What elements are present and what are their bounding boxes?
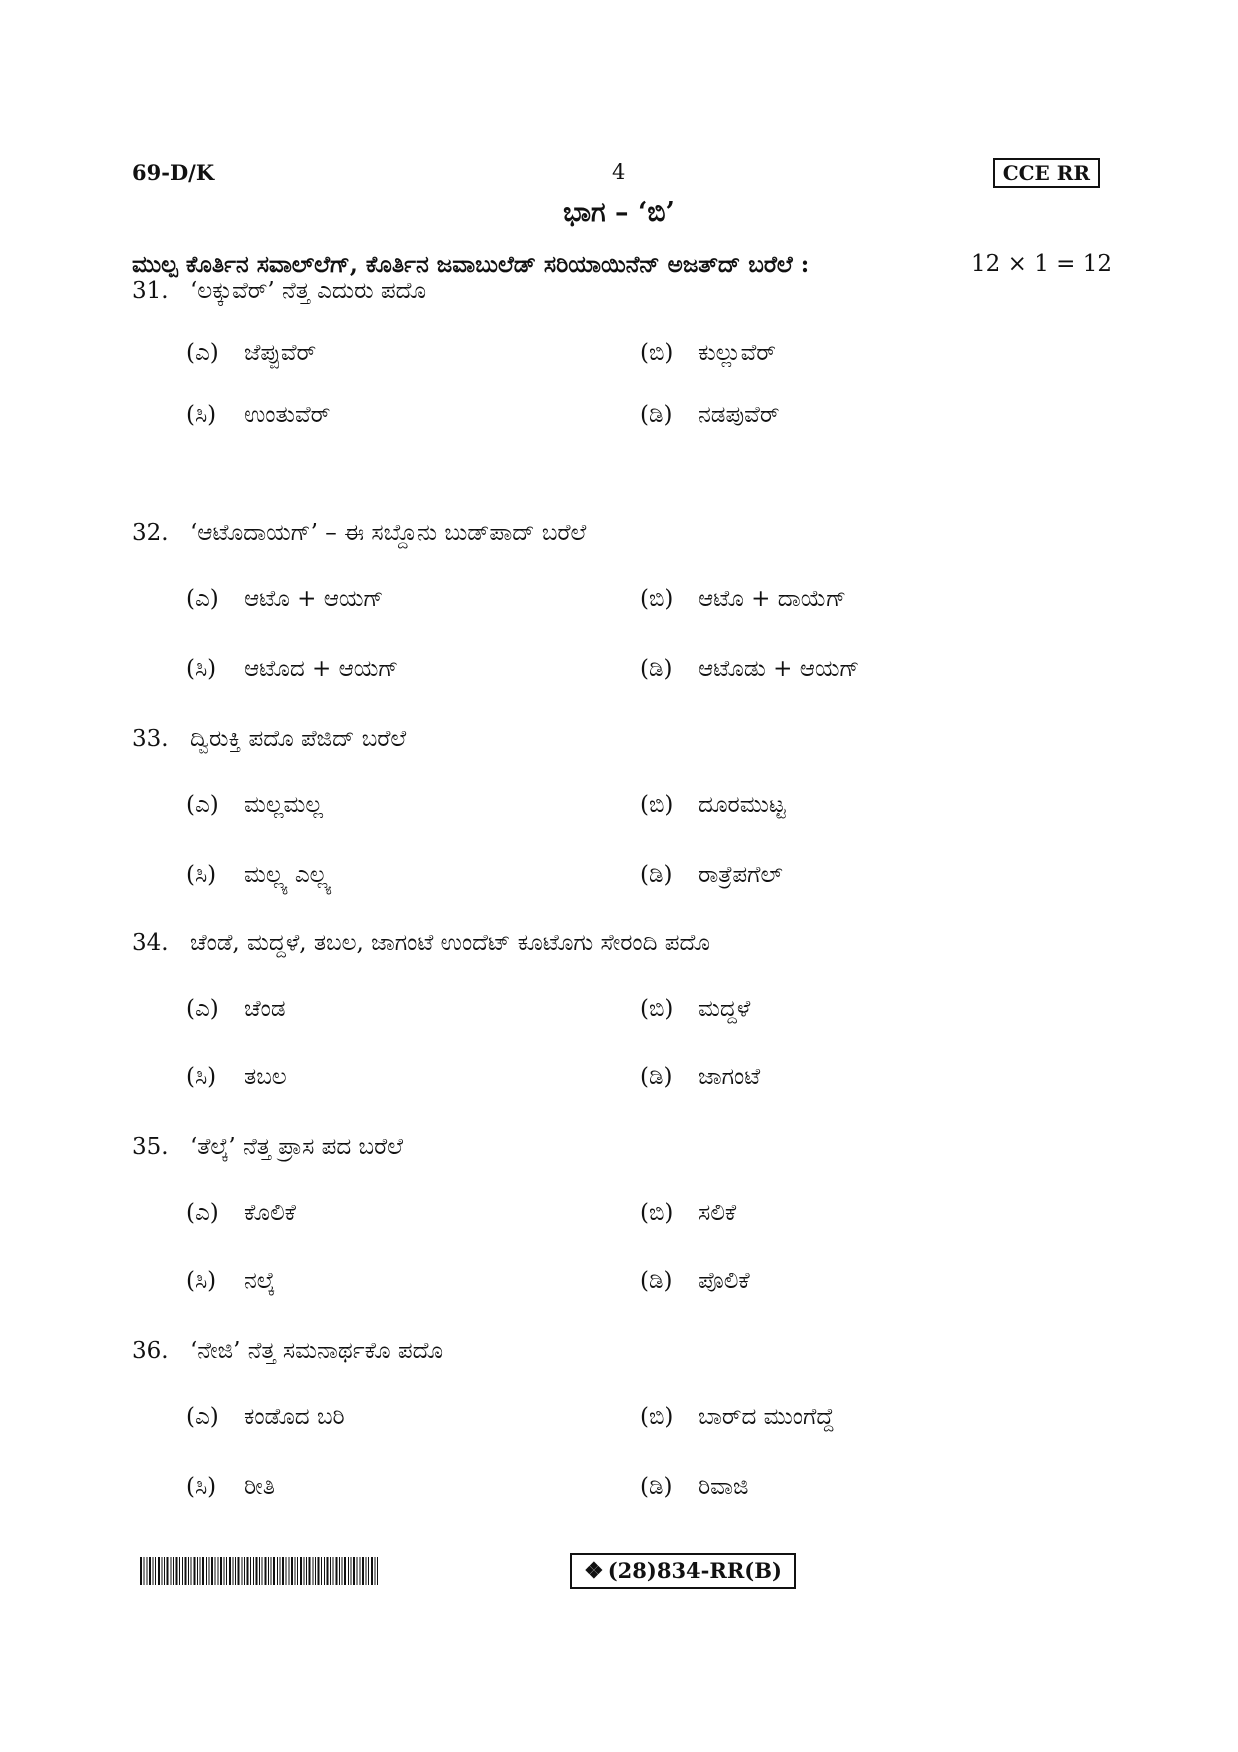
question-number: 35. [132, 1134, 169, 1160]
option-label: (ಸಿ) [186, 402, 217, 428]
question-text: ‘ಲಕ್ಕುವೆರ್’ ನೆತ್ತ ಎದುರು ಪದೊ [190, 278, 427, 304]
option-b [640, 1200, 736, 1226]
option-b [640, 586, 846, 612]
question-text: ‘ತೆಲ್ಕೆ’ ನೆತ್ತ ಪ್ರಾಸ ಪದ ಬರೆಲೆ [190, 1134, 404, 1160]
option-label: (ಡಿ) [640, 1064, 673, 1090]
option-d [640, 1268, 750, 1294]
question-35 [132, 1134, 1112, 1160]
option-label: (ಎ) [186, 340, 219, 366]
option-text: ತಬಲ [244, 1064, 287, 1090]
question-number: 34. [132, 930, 169, 956]
option-text: ರಾತ್ರೆಪಗೆಲ್ [698, 862, 783, 888]
option-b [640, 792, 786, 818]
page-number: 4 [612, 160, 626, 184]
page-header [132, 160, 1100, 200]
option-a [186, 340, 316, 366]
option-text: ನಡಪುವೆರ್ [698, 402, 780, 428]
option-b [640, 996, 750, 1022]
option-a [186, 1404, 345, 1430]
question-number: 32. [132, 520, 169, 546]
option-text: ಮಲ್ಲಮಲ್ಲ [244, 792, 324, 818]
question-text: ದ್ವಿರುಕ್ತಿ ಪದೊ ಪೆಜಿದ್ ಬರೆಲೆ [190, 726, 407, 752]
question-text: ಚೆಂಡೆ, ಮದ್ದಳೆ, ತಬಲ, ಜಾಗಂಟೆ ಉಂದೆಟ್ ಕೂಟೊಗು ಸೇರಂದಿ ಪದೊ [190, 930, 710, 956]
option-label: (ಸಿ) [186, 1268, 217, 1294]
option-c [186, 1064, 287, 1090]
instruction-text: ಮುಲ್ಪ ಕೊರ್ತಿನ ಸವಾಲ್‌ಲೆಗ್, ಕೊರ್ತಿನ ಜವಾಬುಲೆಡ್ ಸರಿಯಾಯಿನೆನ್ ಅಜತ್‌ದ್ ಬರೆಲೆ : [132, 251, 810, 278]
option-d [640, 1474, 749, 1500]
option-b [640, 1404, 834, 1430]
option-text: ಚೆಂಡ [244, 996, 286, 1022]
paper-code: (28)834-RR(B) [607, 1558, 782, 1583]
option-label: (ಡಿ) [640, 1268, 673, 1294]
option-c [186, 862, 331, 888]
option-text: ರಿವಾಜಿ [698, 1474, 749, 1500]
option-label: (ಬಿ) [640, 340, 674, 366]
option-text: ಆಟೊ + ಆಯಗ್ [244, 586, 384, 612]
question-31 [132, 278, 1112, 304]
option-text: ದೂರಮುಟ್ಟ [698, 792, 786, 818]
option-text: ಜಾಗಂಟೆ [698, 1064, 761, 1090]
question-number: 33. [132, 726, 169, 752]
option-d [640, 656, 859, 682]
option-d [640, 1064, 760, 1090]
option-text: ಕೊಲಿಕೆ [244, 1200, 296, 1226]
option-text: ಮದ್ದಳೆ [698, 996, 751, 1022]
option-label: (ಡಿ) [640, 1474, 673, 1500]
option-label: (ಡಿ) [640, 656, 673, 682]
cce-badge: CCE RR [993, 158, 1100, 188]
section-title: ಭಾಗ – ‘ಬಿ’ [563, 197, 675, 228]
option-label: (ಎ) [186, 996, 219, 1022]
option-label: (ಎ) [186, 792, 219, 818]
option-label: (ಎ) [186, 586, 219, 612]
option-d [640, 862, 783, 888]
option-label: (ಎ) [186, 1200, 219, 1226]
question-text: ‘ಆಟೊದಾಯಗ್’ – ಈ ಸಬ್ದೊನು ಬುಡ್‌ಪಾದ್ ಬರೆಲೆ [190, 520, 587, 546]
option-text: ಕುಲ್ಲುವೆರ್ [698, 340, 776, 366]
question-text: ‘ನೇಜಿ’ ನೆತ್ತ ಸಮನಾರ್ಥಕೊ ಪದೊ [190, 1338, 444, 1364]
option-label: (ಬಿ) [640, 792, 674, 818]
option-label: (ಸಿ) [186, 1064, 217, 1090]
option-text: ಆಟೊಡು + ಆಯಗ್ [698, 656, 860, 682]
option-a [186, 586, 383, 612]
option-text: ಆಟೊದ + ಆಯಗ್ [244, 656, 399, 682]
option-text: ಕಂಡೊದ ಬರಿ [244, 1404, 345, 1430]
option-label: (ಡಿ) [640, 402, 673, 428]
option-c [186, 402, 330, 428]
paper-code-box [570, 1553, 796, 1589]
question-32 [132, 520, 1112, 546]
marks-allocation: 12 × 1 = 12 [971, 251, 1112, 277]
option-text: ನಲ್ಕೆ [244, 1268, 275, 1294]
option-a [186, 996, 285, 1022]
option-text: ಬಾರ್‌ದ ಮುಂಗೆದ್ದೆ [698, 1404, 835, 1430]
option-label: (ಬಿ) [640, 1404, 674, 1430]
option-label: (ಡಿ) [640, 862, 673, 888]
option-label: (ಎ) [186, 1404, 219, 1430]
option-d [640, 402, 779, 428]
option-a [186, 1200, 296, 1226]
option-text: ಮಲ್ಲ್ಯ ಎಲ್ಲ್ಯ [244, 862, 332, 888]
option-text: ಆಟೊ + ದಾಯೆಗ್ [698, 586, 847, 612]
question-36 [132, 1338, 1112, 1364]
question-number: 36. [132, 1338, 169, 1364]
option-text: ರೀತಿ [244, 1474, 275, 1500]
option-c [186, 656, 398, 682]
question-33 [132, 726, 1112, 752]
option-a [186, 792, 323, 818]
option-text: ಉಂತುವೆರ್ [244, 402, 331, 428]
diamond-icon: ❖ [584, 1558, 604, 1584]
option-b [640, 340, 776, 366]
option-text: ಸಲಿಕೆ [698, 1200, 737, 1226]
option-label: (ಸಿ) [186, 656, 217, 682]
option-label: (ಸಿ) [186, 1474, 217, 1500]
question-34 [132, 930, 1112, 956]
option-text: ಪೊಲಿಕೆ [698, 1268, 750, 1294]
barcode-icon [140, 1557, 380, 1585]
question-number: 31. [132, 278, 169, 304]
option-label: (ಬಿ) [640, 1200, 674, 1226]
option-c [186, 1268, 275, 1294]
option-label: (ಬಿ) [640, 586, 674, 612]
option-label: (ಸಿ) [186, 862, 217, 888]
option-c [186, 1474, 275, 1500]
option-text: ಜೆಪ್ಪುವೆರ್ [244, 340, 317, 366]
page-footer [132, 1553, 1100, 1593]
option-label: (ಬಿ) [640, 996, 674, 1022]
subject-code: 69-D/K [132, 160, 215, 185]
